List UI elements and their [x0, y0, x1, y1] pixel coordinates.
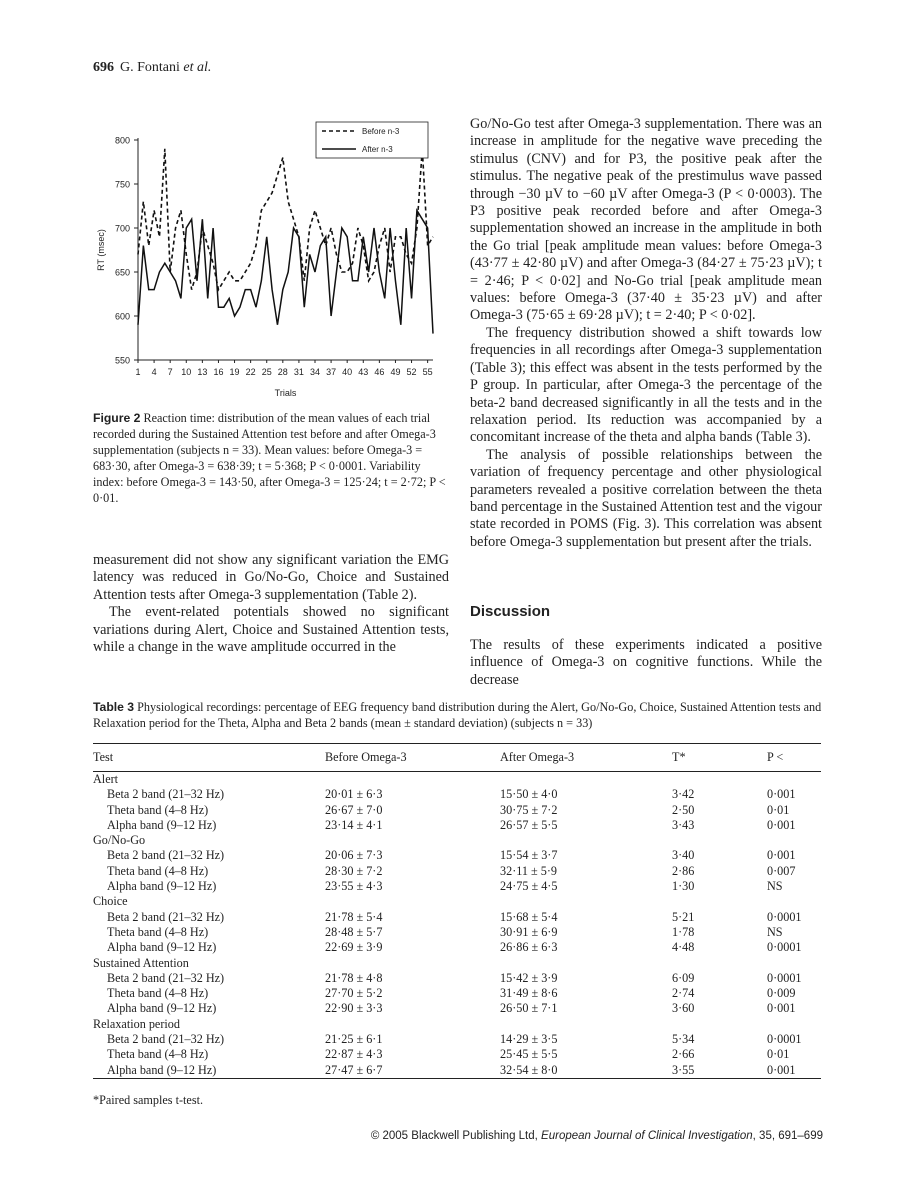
table-group-row: [93, 894, 821, 909]
table-cell: 25·45 ± 5·5: [500, 1047, 558, 1062]
page-number: 696: [93, 60, 114, 75]
table-group-row: [93, 956, 821, 971]
table-cell: 20·01 ± 6·3: [325, 787, 383, 802]
table-cell: 15·50 ± 4·0: [500, 787, 558, 802]
table-header-cell: After Omega-3: [500, 750, 575, 764]
x-tick-label: 46: [374, 367, 385, 377]
table-group-label: Sustained Attention: [93, 955, 189, 970]
table-cell: Alpha band (9–12 Hz): [107, 1062, 217, 1077]
x-tick-label: 40: [342, 367, 353, 377]
footer-copyright: © 2005 Blackwell Publishing Ltd,: [370, 1130, 542, 1142]
table-cell: 22·69 ± 3·9: [325, 940, 383, 955]
table-row: [93, 879, 821, 894]
running-header: [93, 60, 211, 76]
table-cell: NS: [767, 879, 783, 894]
table-cell: 22·87 ± 4·3: [325, 1047, 383, 1062]
table-cell: Alpha band (9–12 Hz): [107, 879, 217, 894]
table-footnote: *Paired samples t-test.: [93, 1093, 204, 1107]
x-tick-label: 16: [213, 367, 224, 377]
x-tick-label: 22: [245, 367, 256, 377]
table-cell: 28·48 ± 5·7: [325, 924, 383, 939]
table-cell: 1·78: [672, 924, 695, 939]
series-line-after: [138, 210, 433, 333]
table-row: [93, 803, 821, 818]
figure-caption: [93, 410, 449, 506]
table-row: [93, 986, 821, 1001]
table-row: [93, 910, 821, 925]
table-cell: 0·009: [767, 986, 796, 1001]
table-cell: 0·0001: [767, 970, 802, 985]
table-cell: 0·0001: [767, 940, 802, 955]
table-caption-label: Table 3: [93, 700, 135, 714]
table-group-label: Choice: [93, 894, 128, 909]
x-tick-label: 43: [358, 367, 369, 377]
x-tick-label: 4: [151, 367, 157, 377]
table-cell: Beta 2 band (21–32 Hz): [107, 970, 225, 985]
table-cell: 0·001: [767, 787, 796, 802]
table-header-cell: P <: [767, 750, 784, 764]
table-cell: Alpha band (9–12 Hz): [107, 940, 217, 955]
footer-volume: , 35, 691–699: [752, 1130, 823, 1142]
table-row: [93, 848, 821, 863]
table-row: [93, 940, 821, 955]
table-cell: Beta 2 band (21–32 Hz): [107, 787, 225, 802]
discussion-paragraph: [470, 637, 822, 689]
table-group-label: Go/No-Go: [93, 833, 146, 848]
x-tick-label: 28: [277, 367, 288, 377]
legend-label: Before n-3: [362, 127, 400, 136]
x-tick-label: 25: [261, 367, 272, 377]
y-tick-label: 550: [114, 355, 130, 366]
x-axis-label: Trials: [274, 388, 297, 398]
table-cell: Theta band (4–8 Hz): [107, 863, 209, 878]
table-row: [93, 864, 821, 879]
table-cell: 21·78 ± 4·8: [325, 970, 383, 985]
figure-caption-label: Figure 2: [93, 411, 141, 425]
table-cell: 3·55: [672, 1062, 695, 1077]
left-paragraph-1: measurement did not show any significant variation the EMG latency was reduced in Go/No-Go, Choice and Sustained Attention tests after Omega-3 supplementation (Table 2).: [93, 552, 449, 603]
x-tick-label: 49: [390, 367, 401, 377]
discussion-paragraph-1: The results of these experiments indicated a positive influence of Omega-3 on cognitive functions. While the decrease: [470, 637, 822, 688]
table-cell: 20·06 ± 7·3: [325, 848, 383, 863]
table-cell: Beta 2 band (21–32 Hz): [107, 1032, 225, 1047]
table-group-row: [93, 833, 821, 848]
table-cell: 31·49 ± 8·6: [500, 986, 558, 1001]
table-cell: 30·75 ± 7·2: [500, 802, 558, 817]
table-cell: 23·14 ± 4·1: [325, 817, 383, 832]
table-cell: 2·66: [672, 1047, 695, 1062]
y-tick-label: 600: [114, 311, 130, 322]
table-group-label: Relaxation period: [93, 1016, 180, 1031]
right-paragraph-2: The frequency distribution showed a shift towards low frequencies in all recordings after Omega-3 supplementation (Table 3); this effect was absent in the tests performed by the P group. In particular, after Omega-3 the percentage of the beta-2 band decreased significantly in all the tests and in the relaxation period. Its reduction was accompanied by a concomitant increase of the theta and alpha bands (Table 3).: [470, 324, 822, 446]
table-cell: 27·70 ± 5·2: [325, 986, 383, 1001]
table-cell: 21·25 ± 6·1: [325, 1032, 383, 1047]
left-paragraph-2: The event-related potentials showed no significant variations during Alert, Choice and Sustained Attention tests, while a change in the wave amplitude occurred in the: [93, 604, 449, 656]
table-cell: 14·29 ± 3·5: [500, 1032, 558, 1047]
x-tick-label: 52: [406, 367, 417, 377]
table-cell: Alpha band (9–12 Hz): [107, 817, 217, 832]
table-cell: 0·01: [767, 802, 790, 817]
table-cell: Theta band (4–8 Hz): [107, 924, 209, 939]
x-tick-label: 7: [167, 367, 173, 377]
y-tick-label: 650: [114, 267, 130, 278]
table-body: [93, 772, 821, 1079]
table-row: [93, 1047, 821, 1062]
x-tick-label: 19: [229, 367, 240, 377]
table-cell: 0·0001: [767, 909, 802, 924]
table-3: [93, 743, 821, 1079]
table-cell: 32·11 ± 5·9: [500, 863, 558, 878]
series-line-before: [138, 149, 433, 290]
y-tick-label: 700: [114, 223, 130, 234]
table-cell: 3·60: [672, 1001, 695, 1016]
table-caption-text: Physiological recordings: percentage of EEG frequency band distribution during the Alert, Go/No-Go, Choice, Sustained Attention tests and Relaxation period for the Theta, Alpha and Beta 2 bands (mean ± standard deviation) (subjects n = 33): [93, 700, 822, 730]
table-header-cell: Before Omega-3: [325, 750, 407, 764]
table-group-row: [93, 1017, 821, 1032]
x-tick-label: 55: [422, 367, 433, 377]
table-cell: 5·34: [672, 1032, 695, 1047]
right-paragraph-1: Go/No-Go test after Omega-3 supplementation. There was an increase in amplitude for the negative wave preceding the stimulus (CNV) and for P3, the positive peak after the stimulus. The negative peak of the prestimulus wave passed through −30 µV to −60 µV after Omega-3 (P < 0·0003). The P3 positive peak recorded before and after Omega-3 supplementation showed an increase in the amplitude in both the Go trial [peak amplitude mean values: before Omega-3 (43·77 ± 42·80 µV) and after Omega-3 (84·27 ± 75·23 µV); t = 2·46; P < 0·02] and No-Go trial [peak amplitude mean values: before Omega-3 (37·40 ± 35·23 µV) and after Omega-3 (75·65 ± 69·28 µV); t = 2·40; P < 0·02].: [470, 116, 822, 324]
x-tick-label: 37: [326, 367, 337, 377]
table-cell: 0·001: [767, 817, 796, 832]
right-paragraph-3: The analysis of possible relationships between the variation of frequency percentage and other physiological parameters revealed a positive correlation between the theta band percentage in the Sustained Attention test and the vigour state recorded in POMS (Fig. 3). This correlation was absent before Omega-3 supplementation but present after the trials.: [470, 446, 822, 550]
table-cell: 0·0001: [767, 1032, 802, 1047]
table-cell: 15·68 ± 5·4: [500, 909, 558, 924]
y-axis-label: RT (msec): [96, 229, 106, 271]
table-cell: 0·01: [767, 1047, 790, 1062]
table-caption: [93, 699, 823, 731]
table-cell: 4·48: [672, 940, 695, 955]
table-header-cell: T*: [672, 750, 686, 764]
table-cell: 6·09: [672, 970, 695, 985]
table-cell: 26·50 ± 7·1: [500, 1001, 558, 1016]
table-cell: 28·30 ± 7·2: [325, 863, 383, 878]
table-cell: Beta 2 band (21–32 Hz): [107, 909, 225, 924]
table-cell: 26·57 ± 5·5: [500, 817, 558, 832]
table-cell: 0·001: [767, 1001, 796, 1016]
figure-2-chart: [88, 120, 448, 405]
table-row: [93, 787, 821, 802]
table-row: [93, 1063, 821, 1079]
table-cell: NS: [767, 924, 783, 939]
table-cell: 3·43: [672, 817, 695, 832]
discussion-heading: Discussion: [470, 603, 551, 620]
table-cell: Beta 2 band (21–32 Hz): [107, 848, 225, 863]
table-cell: 21·78 ± 5·4: [325, 909, 383, 924]
x-tick-label: 10: [181, 367, 192, 377]
right-column-text: [470, 116, 822, 551]
table-group-row: [93, 772, 821, 788]
footer-journal: European Journal of Clinical Investigation: [541, 1130, 753, 1142]
table-cell: 1·30: [672, 879, 695, 894]
table-cell: 5·21: [672, 909, 695, 924]
table-cell: 26·67 ± 7·0: [325, 802, 383, 817]
table-cell: Theta band (4–8 Hz): [107, 1047, 209, 1062]
table-cell: Theta band (4–8 Hz): [107, 802, 209, 817]
table-cell: 32·54 ± 8·0: [500, 1062, 558, 1077]
header-authors: G. Fontani: [120, 60, 180, 75]
table-cell: Theta band (4–8 Hz): [107, 986, 209, 1001]
table-cell: 2·86: [672, 863, 695, 878]
table-cell: 3·42: [672, 787, 695, 802]
y-tick-label: 750: [114, 179, 130, 190]
table-cell: 2·74: [672, 986, 695, 1001]
table-cell: 23·55 ± 4·3: [325, 879, 383, 894]
table-cell: 2·50: [672, 802, 695, 817]
table-cell: 0·001: [767, 848, 796, 863]
table-cell: 30·91 ± 6·9: [500, 924, 558, 939]
header-authors-suffix: et al.: [179, 60, 212, 75]
table-cell: 3·40: [672, 848, 695, 863]
x-tick-label: 34: [309, 367, 321, 377]
table-row: [93, 971, 821, 986]
x-tick-label: 31: [293, 367, 304, 377]
table-cell: 27·47 ± 6·7: [325, 1062, 383, 1077]
table-group-label: Alert: [93, 772, 119, 786]
table-row: [93, 1032, 821, 1047]
table-cell: 15·42 ± 3·9: [500, 970, 558, 985]
table-row: [93, 818, 821, 833]
table-cell: Alpha band (9–12 Hz): [107, 1001, 217, 1016]
table-cell: 15·54 ± 3·7: [500, 848, 558, 863]
table-row: [93, 1001, 821, 1016]
table-cell: 0·001: [767, 1062, 796, 1077]
legend-label: After n-3: [362, 145, 393, 154]
x-tick-label: 1: [135, 367, 141, 377]
table-row: [93, 925, 821, 940]
x-tick-label: 13: [197, 367, 208, 377]
table-header-cell: Test: [93, 750, 114, 764]
table-cell: 24·75 ± 4·5: [500, 879, 558, 894]
left-column-text: [93, 552, 449, 656]
page-footer: [371, 1130, 823, 1142]
figure-caption-text: Reaction time: distribution of the mean values of each trial recorded during the Sustained Attention test before and after Omega-3 supplementation (subjects n = 33). Mean values: before Omega-3 = 683·30, after Omega-3 = 638·39; t = 5·368; P < 0·0001. Variability index: before Omega-3 = 143·50, after Omega-3 = 125·24; t = 2·72; P < 0·01.: [93, 411, 446, 505]
table-cell: 26·86 ± 6·3: [500, 940, 558, 955]
table-header-row: [93, 744, 821, 772]
y-tick-label: 800: [114, 135, 130, 146]
table-cell: 22·90 ± 3·3: [325, 1001, 383, 1016]
table-cell: 0·007: [767, 863, 796, 878]
